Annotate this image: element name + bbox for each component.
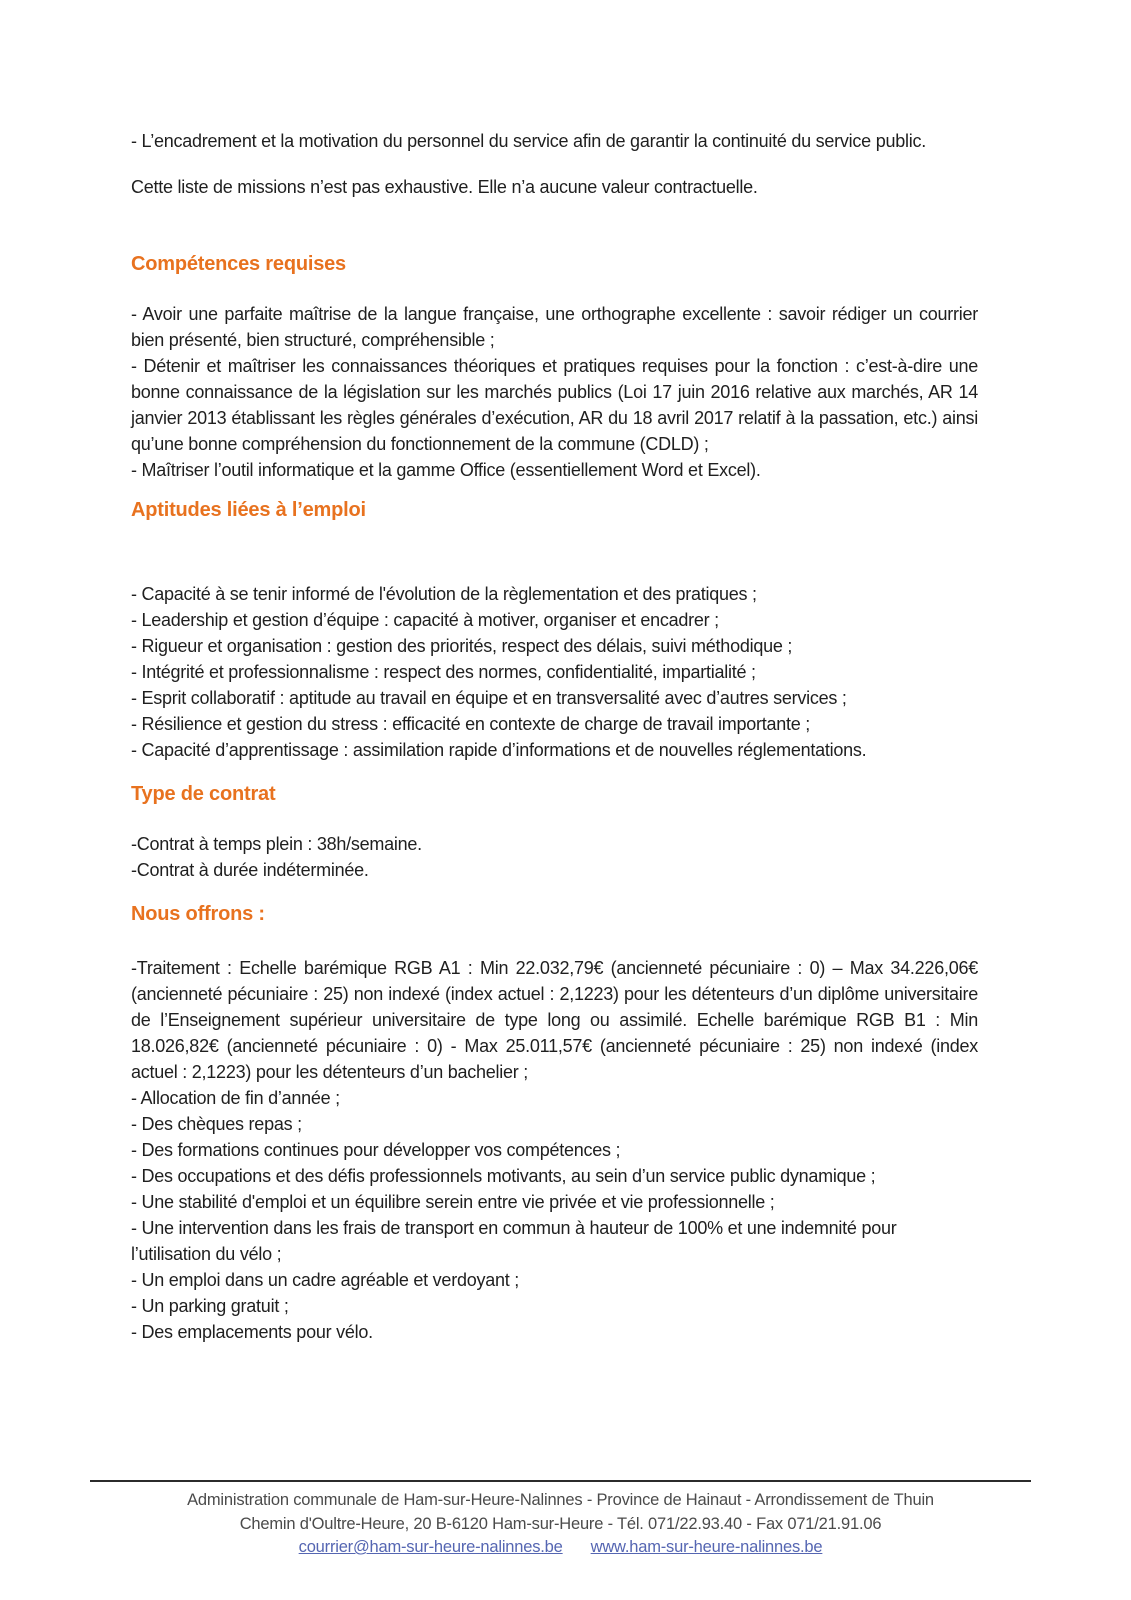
list-item: - Un emploi dans un cadre agréable et verdoyant ;: [131, 1270, 519, 1290]
footer-website-link[interactable]: www.ham-sur-heure-nalinnes.be: [590, 1538, 823, 1556]
list-item: - Maîtriser l’outil informatique et la gamme Office (essentiellement Word et Excel).: [131, 460, 761, 480]
footer-email-link[interactable]: courrier@ham-sur-heure-nalinnes.be: [298, 1538, 563, 1556]
list-item: - Rigueur et organisation : gestion des priorités, respect des délais, suivi méthodique ;: [131, 636, 793, 656]
footer-divider: [90, 1480, 1031, 1482]
list-item: - Une stabilité d'emploi et un équilibre serein entre vie privée et vie professionnelle ;: [131, 1192, 775, 1212]
list-item: - Des formations continues pour développer vos compétences ;: [131, 1140, 621, 1160]
traitement-paragraph: -Traitement : Echelle barémique RGB A1 : Min 22.032,79€ (ancienneté pécuniaire : 0) – Max 34.226,06€ (ancienneté pécuniaire : 25) non indexé (index actuel : 2,1223) pour les détenteurs d’un diplôme universitaire de l’Enseignement supérieur universitaire de type long ou assimilé. Echelle barémique RGB B1 : Min 18.026,82€ (ancienneté pécuniaire : 0) - Max 25.011,57€ (ancienneté pécuniaire : 25) non indexé (index actuel : 2,1223) pour les détenteurs d’un bachelier ;: [131, 958, 978, 1082]
list-item: - Des occupations et des défis professionnels motivants, au sein d’un service public dynamique ;: [131, 1166, 876, 1186]
aptitudes-list: [131, 581, 978, 763]
offre-list: [131, 1085, 978, 1345]
section-heading-aptitudes: Aptitudes liées à l’emploi: [131, 499, 366, 521]
list-item: - Leadership et gestion d’équipe : capacité à motiver, organiser et encadrer ;: [131, 610, 719, 630]
section-heading-nous-offrons: Nous offrons :: [131, 903, 265, 925]
footer: [90, 1480, 1031, 1560]
list-item: - Une intervention dans les frais de transport en commun à hauteur de 100% et une indemnité pour l’utilisation du vélo ;: [131, 1218, 897, 1264]
footer-line-1: Administration communale de Ham-sur-Heure-Nalinnes - Province de Hainaut - Arrondissement de Thuin: [187, 1491, 934, 1509]
list-item: - Allocation de fin d’année ;: [131, 1088, 340, 1108]
competences-list: [131, 301, 978, 483]
list-item: - Avoir une parfaite maîtrise de la langue française, une orthographe excellente : savoir rédiger un courrier bien présenté, bien structuré, compréhensible ;: [131, 304, 978, 350]
footer-line-2: Chemin d'Oultre-Heure, 20 B-6120 Ham-sur-Heure - Tél. 071/22.93.40 - Fax 071/21.91.06: [239, 1514, 882, 1533]
contrat-list: [131, 831, 978, 883]
list-item: - Intégrité et professionnalisme : respect des normes, confidentialité, impartialité ;: [131, 662, 756, 682]
list-item: - Des emplacements pour vélo.: [131, 1322, 373, 1342]
intro-paragraph: - L’encadrement et la motivation du personnel du service afin de garantir la continuité du service public.: [131, 131, 926, 151]
section-heading-competences: Compétences requises: [131, 253, 346, 275]
footer-links: [90, 1536, 1031, 1560]
list-item: - Détenir et maîtriser les connaissances théoriques et pratiques requises pour la fonction : c’est-à-dire une bonne connaissance de la législation sur les marchés publics (Loi 17 juin 2016 relative aux marchés, AR 14 janvier 2013 établissant les règles générales d’exécution, AR du 18 avril 2017 relatif à la passation, etc.) ainsi qu’une bonne compréhension du fonctionnement de la commune (CDLD) ;: [131, 356, 978, 454]
list-item: - Un parking gratuit ;: [131, 1296, 289, 1316]
section-heading-type-de-contrat: Type de contrat: [131, 783, 276, 805]
list-item: - Des chèques repas ;: [131, 1114, 302, 1134]
note-paragraph: Cette liste de missions n’est pas exhaustive. Elle n’a aucune valeur contractuelle.: [131, 177, 758, 197]
list-item: -Contrat à durée indéterminée.: [131, 860, 369, 880]
list-item: - Capacité à se tenir informé de l'évolution de la règlementation et des pratiques ;: [131, 584, 757, 604]
list-item: - Résilience et gestion du stress : efficacité en contexte de charge de travail importante ;: [131, 714, 811, 734]
list-item: - Capacité d’apprentissage : assimilation rapide d’informations et de nouvelles réglementations.: [131, 740, 867, 760]
list-item: -Contrat à temps plein : 38h/semaine.: [131, 834, 422, 854]
list-item: - Esprit collaboratif : aptitude au travail en équipe et en transversalité avec d’autres services ;: [131, 688, 847, 708]
